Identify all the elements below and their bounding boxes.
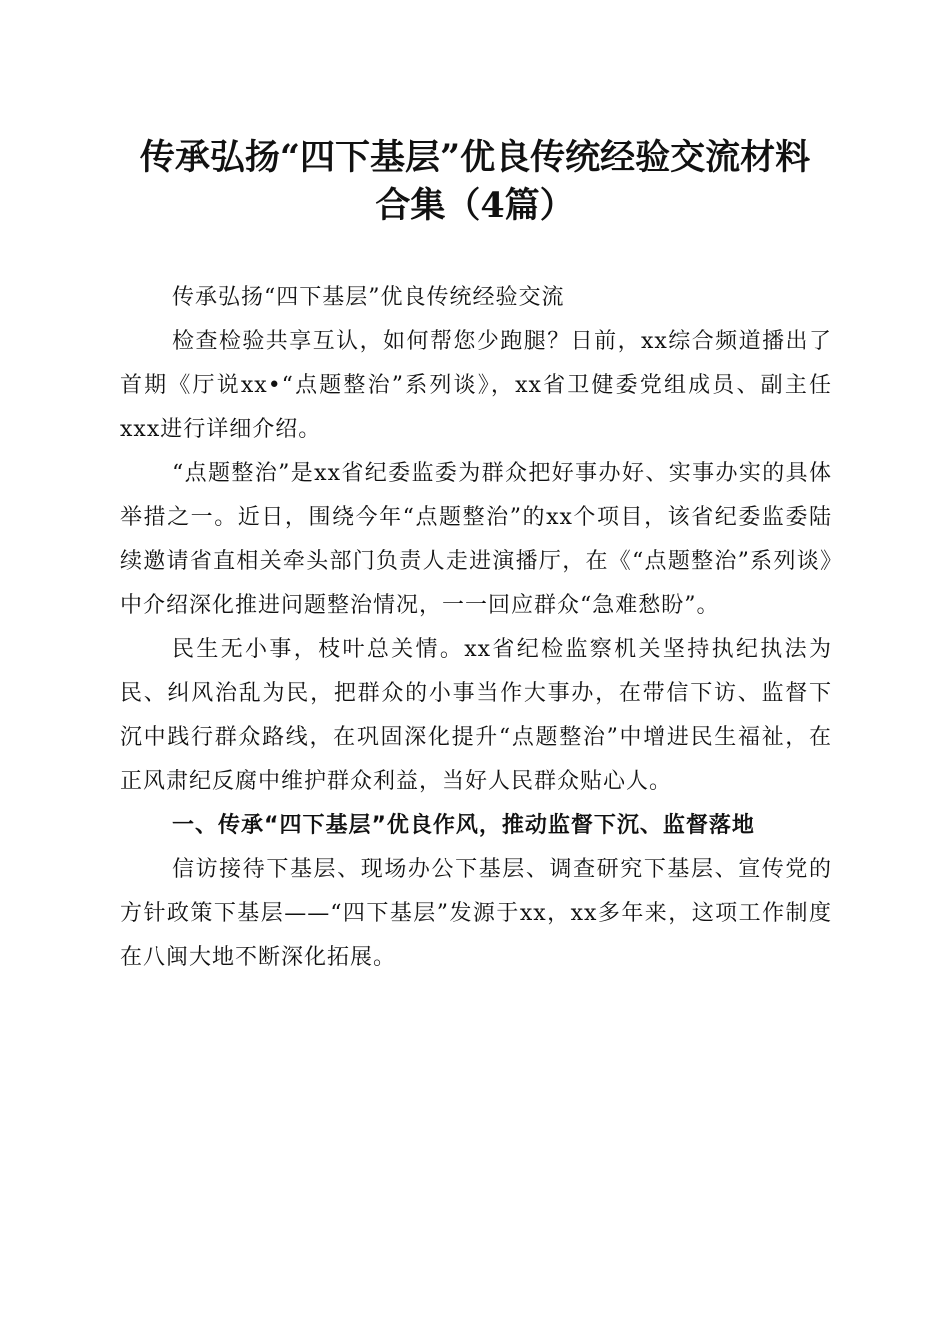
paragraph-4: 信访接待下基层、现场办公下基层、调查研究下基层、宣传党的方针政策下基层——“四下基层”发源于xx，xx多年来，这项工作制度在八闽大地不断深化拓展。 <box>120 857 832 970</box>
paragraph-2: “点题整治”是xx省纪委监委为群众把好事办好、实事办实的具体举措之一。近日，围绕今年“点题整治”的xx个项目，该省纪委监委陆续邀请省直相关牵头部门负责人走进演播厅，在《“点题整治”系列谈》中介绍深化推进问题整治情况，一一回应群众“急难愁盼”。 <box>120 461 832 618</box>
paragraph-3: 民生无小事，枝叶总关情。xx省纪检监察机关坚持执纪执法为民、纠风治乱为民，把群众的小事当作大事办，在带信下访、监督下沉中践行群众路线，在巩固深化提升“点题整治”中增进民生福祉，在正风肃纪反腐中维护群众利益，当好人民群众贴心人。 <box>120 637 832 794</box>
title-line-1: 传承弘扬“四下基层”优良传统经验交流材料 <box>139 137 811 178</box>
section-heading-1: 一、传承“四下基层”优良作风，推动监督下沉、监督落地 <box>172 813 755 838</box>
paragraph-1: 检查检验共享互认，如何帮您少跑腿？日前，xx综合频道播出了首期《厅说xx•“点题整治”系列谈》，xx省卫健委党组成员、副主任xxx进行详细介绍。 <box>120 329 832 442</box>
document-title <box>100 134 850 230</box>
paragraph-subtitle: 传承弘扬“四下基层”优良传统经验交流 <box>172 285 565 310</box>
title-line-2: 合集（4篇） <box>375 185 575 226</box>
document-body <box>120 276 832 980</box>
